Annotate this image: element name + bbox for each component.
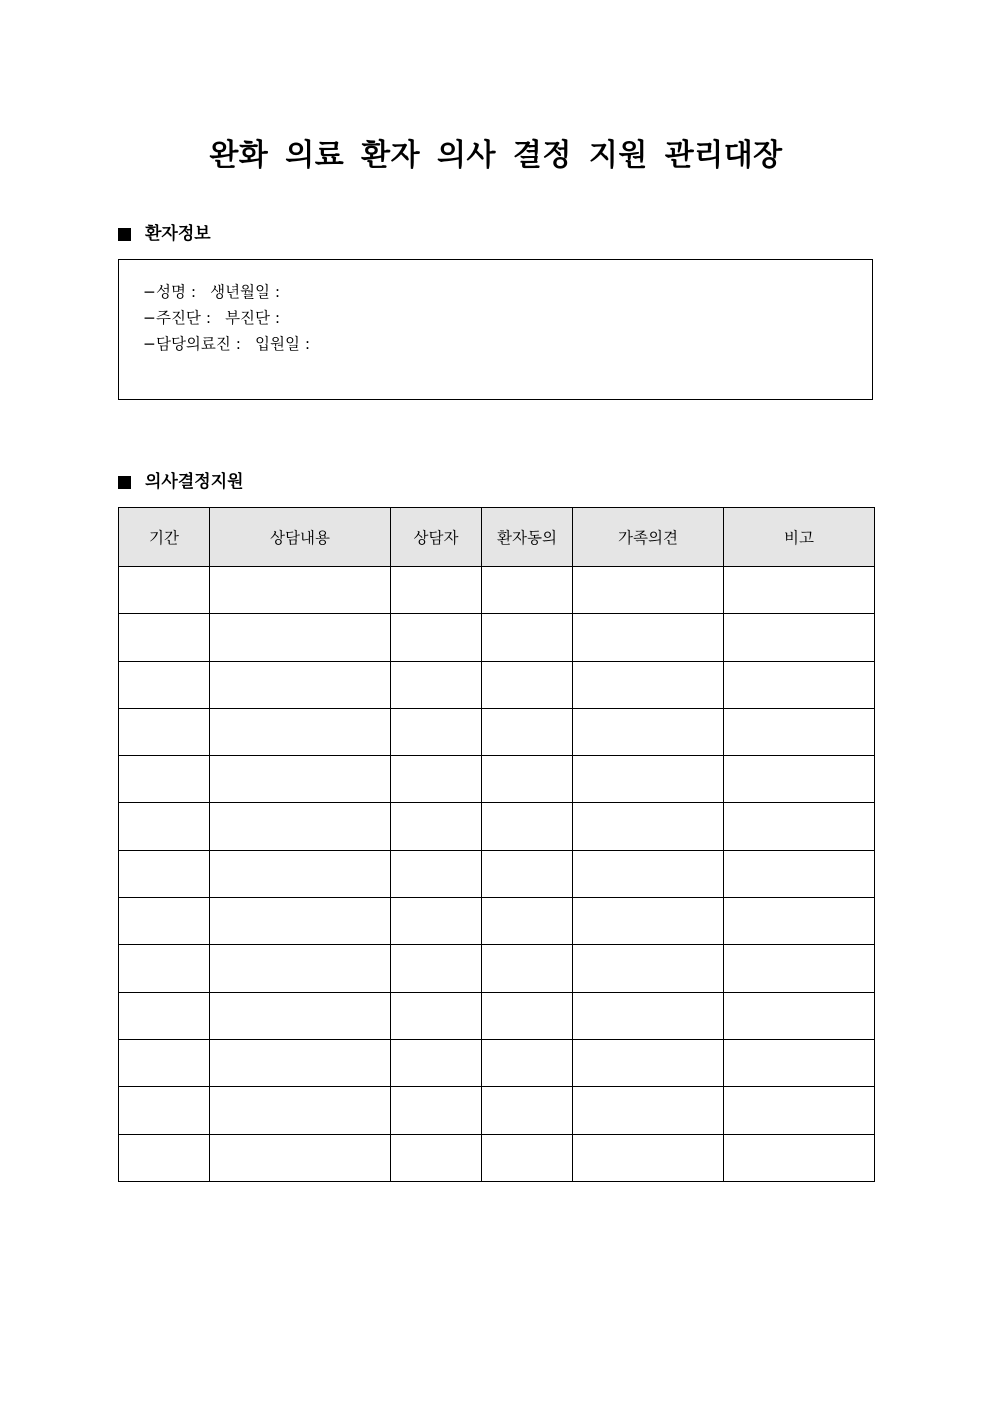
name-label: −성명 : [143,283,197,301]
table-row [119,614,875,661]
table-cell[interactable] [724,992,875,1039]
sub-diagnosis-label: 부진단 : [225,309,281,327]
table-cell[interactable] [482,756,573,803]
table-cell[interactable] [724,1134,875,1181]
admission-date-label: 입원일 : [255,335,311,353]
column-header-patient-consent: 환자동의 [482,508,573,567]
table-cell[interactable] [210,945,391,992]
table-cell[interactable] [573,567,724,614]
table-cell[interactable] [210,614,391,661]
table-cell[interactable] [210,803,391,850]
table-cell[interactable] [573,992,724,1039]
table-cell[interactable] [391,661,482,708]
table-cell[interactable] [482,992,573,1039]
table-cell[interactable] [391,1134,482,1181]
main-diagnosis-label: −주진단 : [143,309,212,327]
table-row [119,803,875,850]
table-cell[interactable] [119,614,210,661]
birthdate-label: 생년월일 : [210,283,281,301]
table-cell[interactable] [573,1039,724,1086]
table-cell[interactable] [482,614,573,661]
table-cell[interactable] [210,850,391,897]
table-cell[interactable] [482,708,573,755]
info-line-diagnosis [143,305,872,331]
table-cell[interactable] [119,756,210,803]
table-cell[interactable] [210,1087,391,1134]
table-cell[interactable] [210,898,391,945]
table-cell[interactable] [391,1087,482,1134]
table-cell[interactable] [119,803,210,850]
patient-info-heading-label: 환자정보 [145,224,211,244]
table-cell[interactable] [724,945,875,992]
table-cell[interactable] [119,945,210,992]
table-cell[interactable] [724,661,875,708]
table-cell[interactable] [391,898,482,945]
patient-info-heading [118,222,211,246]
table-cell[interactable] [573,756,724,803]
table-row [119,1134,875,1181]
table-row [119,708,875,755]
table-cell[interactable] [391,567,482,614]
column-header-remarks: 비고 [724,508,875,567]
table-row [119,1039,875,1086]
table-cell[interactable] [573,614,724,661]
table-cell[interactable] [119,1039,210,1086]
table-cell[interactable] [391,945,482,992]
table-cell[interactable] [210,1039,391,1086]
decision-support-table [118,507,875,1182]
square-bullet-icon [118,228,131,241]
table-cell[interactable] [391,1039,482,1086]
table-cell[interactable] [573,850,724,897]
table-cell[interactable] [119,850,210,897]
table-cell[interactable] [119,1134,210,1181]
table-cell[interactable] [573,898,724,945]
table-cell[interactable] [724,803,875,850]
table-cell[interactable] [210,992,391,1039]
table-cell[interactable] [724,708,875,755]
table-cell[interactable] [119,1087,210,1134]
table-row [119,567,875,614]
table-cell[interactable] [482,661,573,708]
table-cell[interactable] [210,567,391,614]
table-cell[interactable] [573,945,724,992]
table-row [119,850,875,897]
table-cell[interactable] [724,756,875,803]
column-header-counselor: 상담자 [391,508,482,567]
patient-info-box [118,259,873,400]
table-cell[interactable] [724,850,875,897]
table-header-row [119,508,875,567]
table-cell[interactable] [391,614,482,661]
table-cell[interactable] [210,756,391,803]
table-cell[interactable] [391,850,482,897]
table-row [119,945,875,992]
table-row [119,1087,875,1134]
decision-support-heading-label: 의사결정지원 [145,472,244,492]
table-cell[interactable] [482,1087,573,1134]
column-header-family-opinion: 가족의견 [573,508,724,567]
column-header-consultation: 상담내용 [210,508,391,567]
table-cell[interactable] [119,898,210,945]
table-cell[interactable] [482,850,573,897]
table-cell[interactable] [573,708,724,755]
table-cell[interactable] [573,661,724,708]
column-header-period: 기간 [119,508,210,567]
info-line-staff [143,331,872,357]
table-cell[interactable] [724,1039,875,1086]
table-cell[interactable] [391,992,482,1039]
decision-support-heading [118,470,244,494]
table-row [119,992,875,1039]
table-cell[interactable] [482,945,573,992]
info-line-name [143,279,872,305]
table-cell[interactable] [210,661,391,708]
table-cell[interactable] [724,567,875,614]
table-cell[interactable] [482,567,573,614]
table-cell[interactable] [482,1039,573,1086]
square-bullet-icon [118,476,131,489]
table-cell[interactable] [391,708,482,755]
table-cell[interactable] [573,1134,724,1181]
table-cell[interactable] [724,1087,875,1134]
table-cell[interactable] [391,756,482,803]
table-cell[interactable] [573,1087,724,1134]
table-cell[interactable] [210,708,391,755]
table-cell[interactable] [482,898,573,945]
medical-staff-label: −담당의료진 : [143,335,242,353]
table-cell[interactable] [573,803,724,850]
table-row [119,756,875,803]
table-cell[interactable] [724,614,875,661]
table-cell[interactable] [482,803,573,850]
table-cell[interactable] [724,898,875,945]
table-row [119,661,875,708]
table-cell[interactable] [391,803,482,850]
document-title: 완화 의료 환자 의사 결정 지원 관리대장 [209,138,783,173]
table-cell[interactable] [119,708,210,755]
table-cell[interactable] [482,1134,573,1181]
table-row [119,898,875,945]
table-cell[interactable] [119,567,210,614]
table-cell[interactable] [210,1134,391,1181]
table-cell[interactable] [119,992,210,1039]
table-cell[interactable] [119,661,210,708]
